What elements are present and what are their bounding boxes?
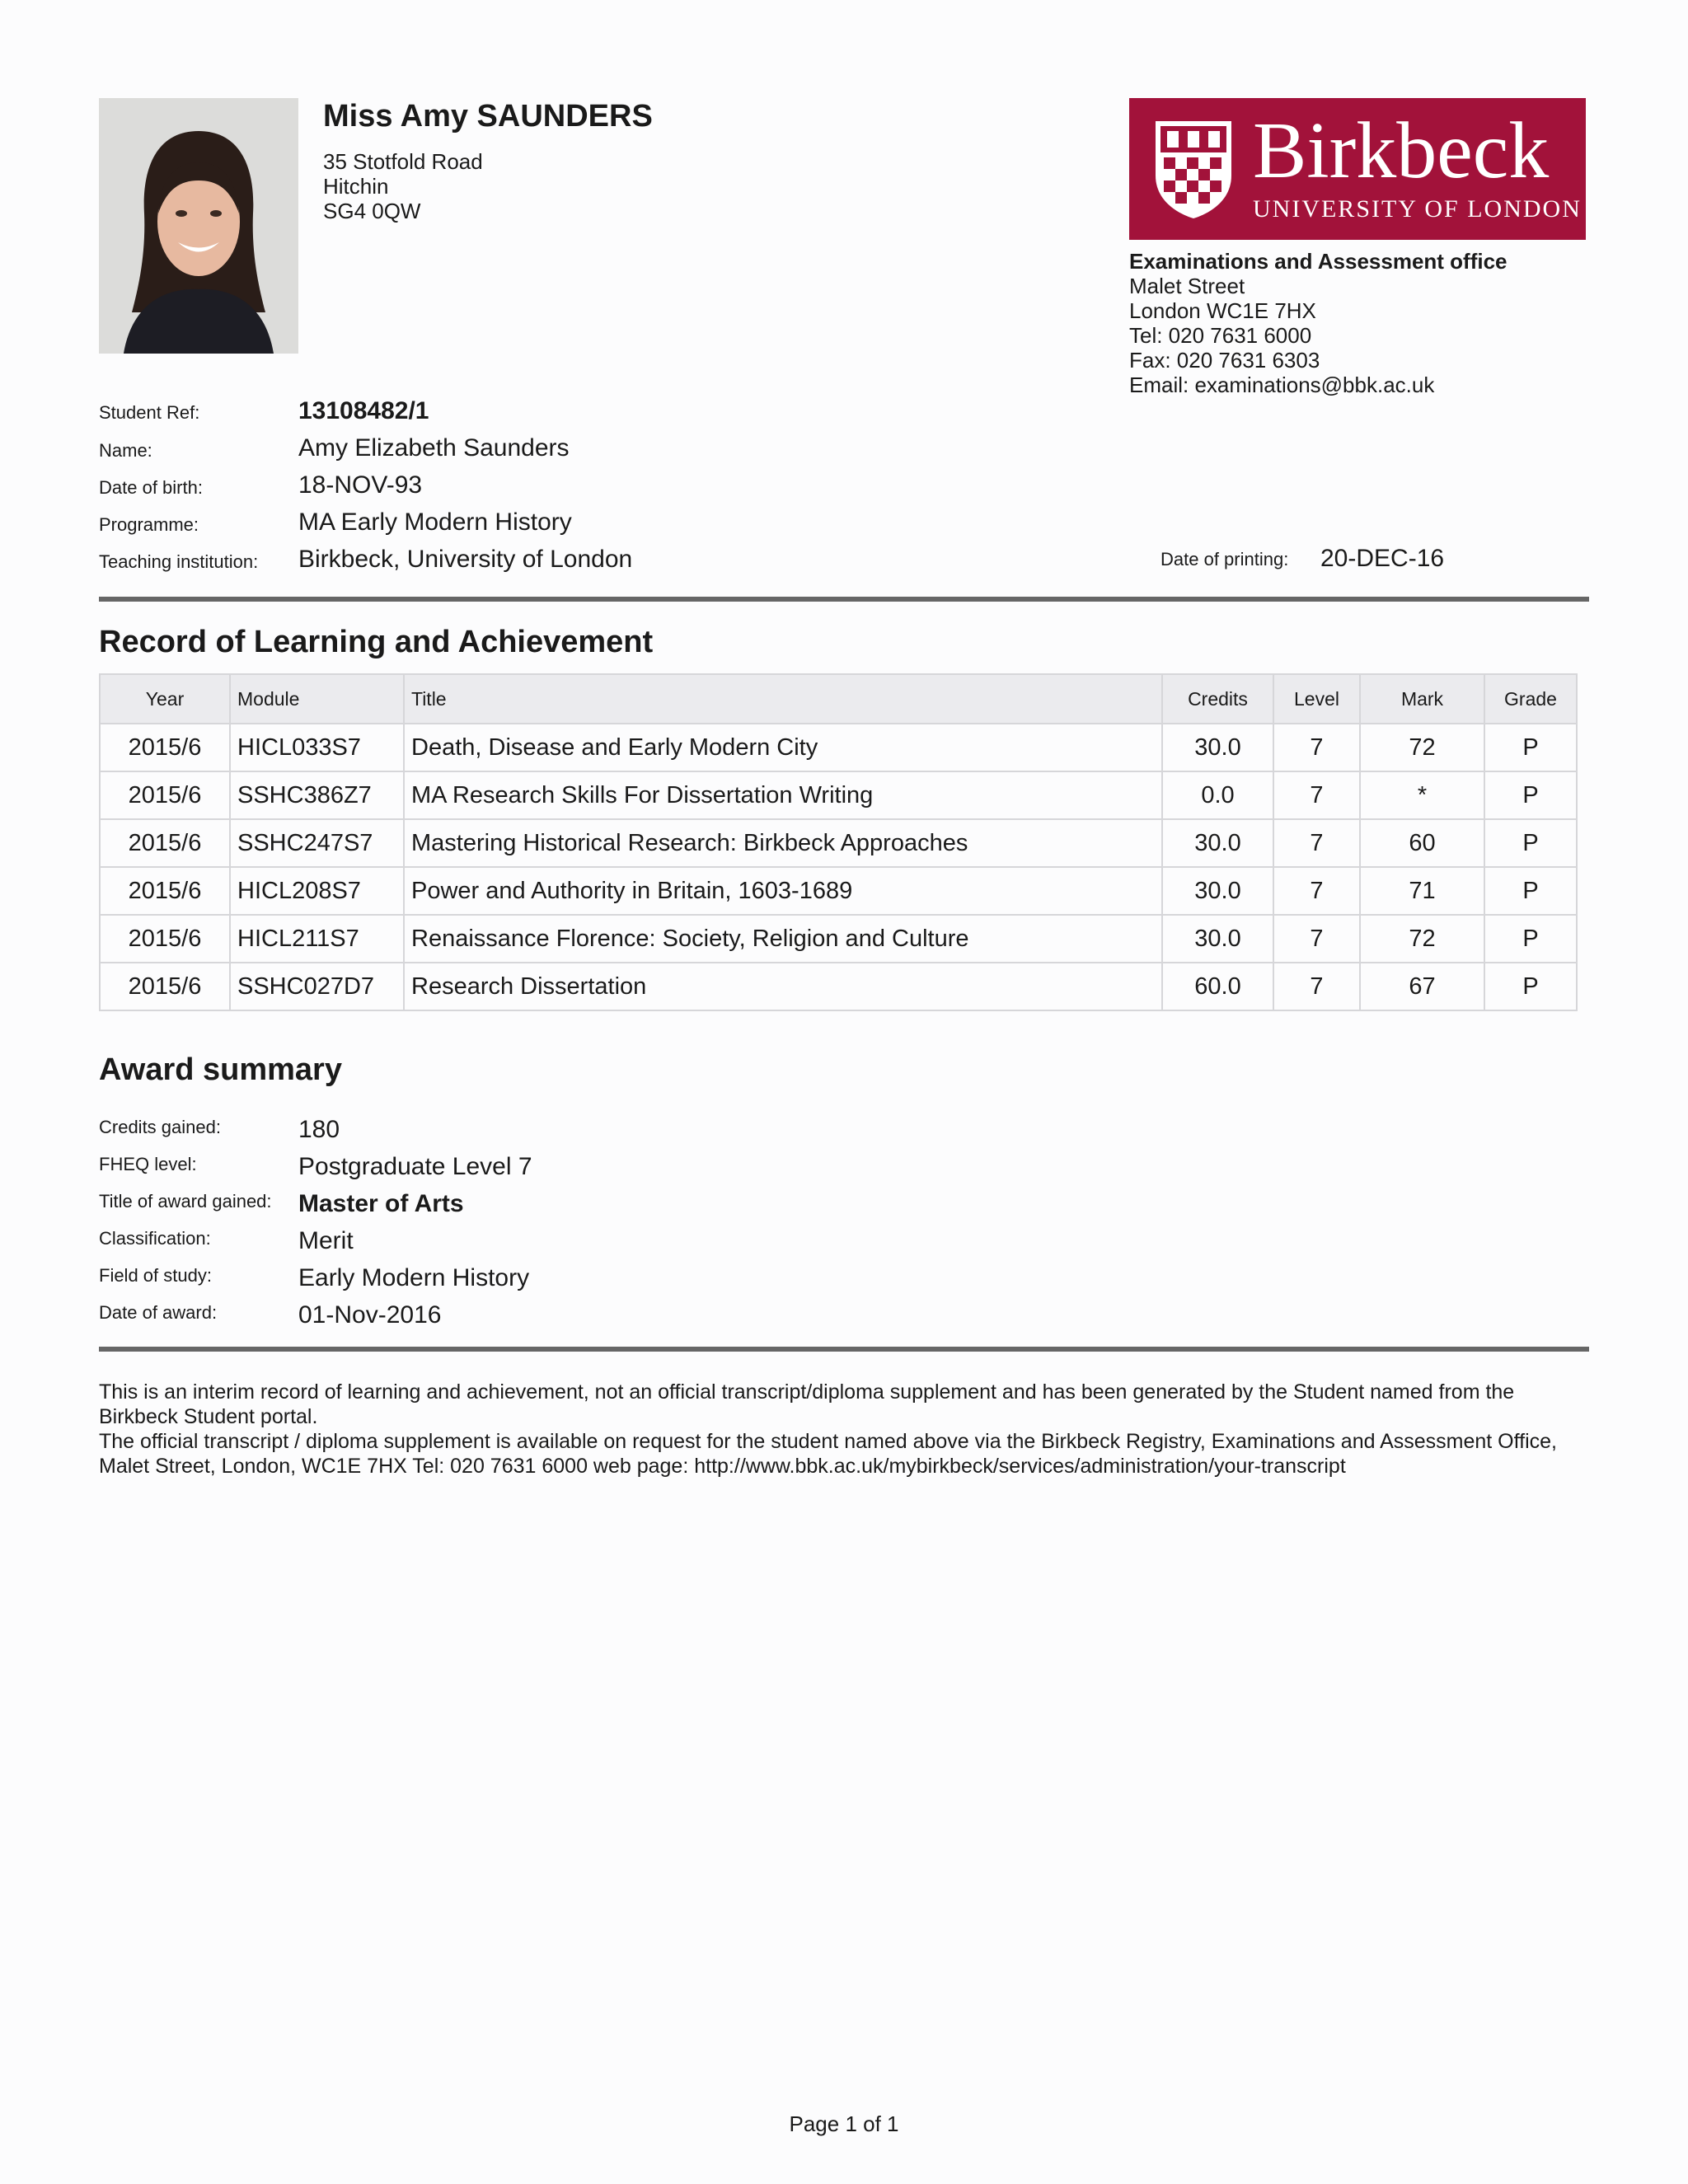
cell-module: HICL208S7 — [230, 867, 404, 915]
logo-wordmark: Birkbeck — [1253, 106, 1550, 195]
office-line: Tel: 020 7631 6000 — [1129, 323, 1312, 348]
dob-label: Date of birth: — [99, 477, 203, 498]
cell-mark: 71 — [1360, 867, 1484, 915]
col-title: Title — [404, 674, 1162, 724]
cell-year: 2015/6 — [100, 724, 230, 771]
cell-grade: P — [1484, 963, 1577, 1010]
cell-credits: 30.0 — [1162, 724, 1273, 771]
cell-module: SSHC386Z7 — [230, 771, 404, 819]
portrait-image — [99, 98, 298, 354]
logo-subtitle: UNIVERSITY OF LONDON — [1253, 195, 1582, 223]
programme-label: Programme: — [99, 514, 199, 535]
date-of-award-value: 01-Nov-2016 — [298, 1301, 442, 1329]
cell-mark: 60 — [1360, 819, 1484, 867]
cell-grade: P — [1484, 819, 1577, 867]
page-number: Page 1 of 1 — [789, 2111, 899, 2136]
cell-level: 7 — [1273, 819, 1360, 867]
cell-module: SSHC027D7 — [230, 963, 404, 1010]
cell-level: 7 — [1273, 867, 1360, 915]
student-name-title: Miss Amy SAUNDERS — [323, 99, 653, 134]
cell-module: HICL211S7 — [230, 915, 404, 963]
address-line-3: SG4 0QW — [323, 199, 421, 223]
address-line-2: Hitchin — [323, 174, 389, 199]
fheq-level-value: Postgraduate Level 7 — [298, 1153, 532, 1180]
office-line: Fax: 020 7631 6303 — [1129, 348, 1320, 373]
col-year: Year — [100, 674, 230, 724]
address-line-1: 35 Stotfold Road — [323, 149, 483, 174]
cell-title: Death, Disease and Early Modern City — [404, 724, 1162, 771]
credits-gained-value: 180 — [298, 1116, 340, 1143]
col-credits: Credits — [1162, 674, 1273, 724]
cell-year: 2015/6 — [100, 963, 230, 1010]
office-line: London WC1E 7HX — [1129, 298, 1316, 323]
modules-table — [99, 673, 1578, 1011]
cell-module: HICL033S7 — [230, 724, 404, 771]
student-ref-label: Student Ref: — [99, 402, 200, 423]
cell-level: 7 — [1273, 915, 1360, 963]
office-line: Malet Street — [1129, 274, 1245, 298]
cell-title: Power and Authority in Britain, 1603-1689 — [404, 867, 1162, 915]
cell-title: Research Dissertation — [404, 963, 1162, 1010]
programme-value: MA Early Modern History — [298, 509, 572, 536]
student-photo — [99, 98, 298, 354]
disclaimer-notes — [99, 1380, 1591, 1479]
field-of-study-value: Early Modern History — [298, 1264, 530, 1291]
col-grade: Grade — [1484, 674, 1577, 724]
cell-level: 7 — [1273, 724, 1360, 771]
date-of-award-label: Date of award: — [99, 1302, 218, 1323]
printing-date-label: Date of printing: — [1160, 549, 1289, 569]
institution-value: Birkbeck, University of London — [298, 546, 633, 573]
table-row — [100, 867, 1577, 915]
cell-grade: P — [1484, 724, 1577, 771]
record-heading: Record of Learning and Achievement — [99, 625, 654, 659]
cell-module: SSHC247S7 — [230, 819, 404, 867]
cell-credits: 30.0 — [1162, 867, 1273, 915]
credits-gained-label: Credits gained: — [99, 1117, 221, 1137]
cell-level: 7 — [1273, 771, 1360, 819]
col-level: Level — [1273, 674, 1360, 724]
note-paragraph: The official transcript / diploma supplement is available on request for the student named above via the Birkbeck Registry, Examinations and Assessment Office, Malet Street, London, WC1E 7HX Tel: 020 7631 6000 web page: http://www.bbk.ac.uk/mybirkbeck/services/administration/your-transcript — [99, 1430, 1557, 1478]
cell-year: 2015/6 — [100, 771, 230, 819]
award-title-value: Master of Arts — [298, 1190, 464, 1217]
cell-title: Renaissance Florence: Society, Religion and Culture — [404, 915, 1162, 963]
office-email: Email: examinations@bbk.ac.uk — [1129, 373, 1435, 397]
cell-title: MA Research Skills For Dissertation Writing — [404, 771, 1162, 819]
name-label: Name: — [99, 440, 152, 461]
divider — [99, 597, 1589, 602]
cell-grade: P — [1484, 771, 1577, 819]
cell-year: 2015/6 — [100, 867, 230, 915]
office-address — [1129, 249, 1507, 397]
crest-icon — [1152, 118, 1235, 220]
cell-mark: * — [1360, 771, 1484, 819]
divider — [99, 1347, 1589, 1352]
birkbeck-logo — [1129, 98, 1586, 240]
table-row — [100, 771, 1577, 819]
dob-value: 18-NOV-93 — [298, 471, 423, 499]
institution-label: Teaching institution: — [99, 551, 259, 572]
table-row — [100, 724, 1577, 771]
cell-mark: 67 — [1360, 963, 1484, 1010]
cell-year: 2015/6 — [100, 915, 230, 963]
table-row — [100, 819, 1577, 867]
cell-credits: 60.0 — [1162, 963, 1273, 1010]
office-title: Examinations and Assessment office — [1129, 249, 1507, 274]
award-heading: Award summary — [99, 1052, 342, 1087]
col-mark: Mark — [1360, 674, 1484, 724]
cell-grade: P — [1484, 867, 1577, 915]
note-paragraph: This is an interim record of learning and achievement, not an official transcript/diploma supplement and has been generated by the Student named from the Birkbeck Student portal. — [99, 1380, 1515, 1428]
cell-level: 7 — [1273, 963, 1360, 1010]
cell-mark: 72 — [1360, 915, 1484, 963]
table-header-row — [100, 674, 1577, 724]
printing-date-value: 20-DEC-16 — [1320, 545, 1445, 572]
cell-credits: 30.0 — [1162, 819, 1273, 867]
student-ref-value: 13108482/1 — [298, 397, 429, 424]
name-value: Amy Elizabeth Saunders — [298, 434, 570, 462]
cell-grade: P — [1484, 915, 1577, 963]
award-title-label: Title of award gained: — [99, 1191, 272, 1212]
classification-value: Merit — [298, 1227, 354, 1254]
cell-credits: 0.0 — [1162, 771, 1273, 819]
fheq-level-label: FHEQ level: — [99, 1154, 197, 1174]
field-of-study-label: Field of study: — [99, 1265, 212, 1286]
cell-mark: 72 — [1360, 724, 1484, 771]
classification-label: Classification: — [99, 1228, 211, 1249]
cell-credits: 30.0 — [1162, 915, 1273, 963]
cell-title: Mastering Historical Research: Birkbeck Approaches — [404, 819, 1162, 867]
cell-year: 2015/6 — [100, 819, 230, 867]
table-row — [100, 915, 1577, 963]
col-module: Module — [230, 674, 404, 724]
table-row — [100, 963, 1577, 1010]
